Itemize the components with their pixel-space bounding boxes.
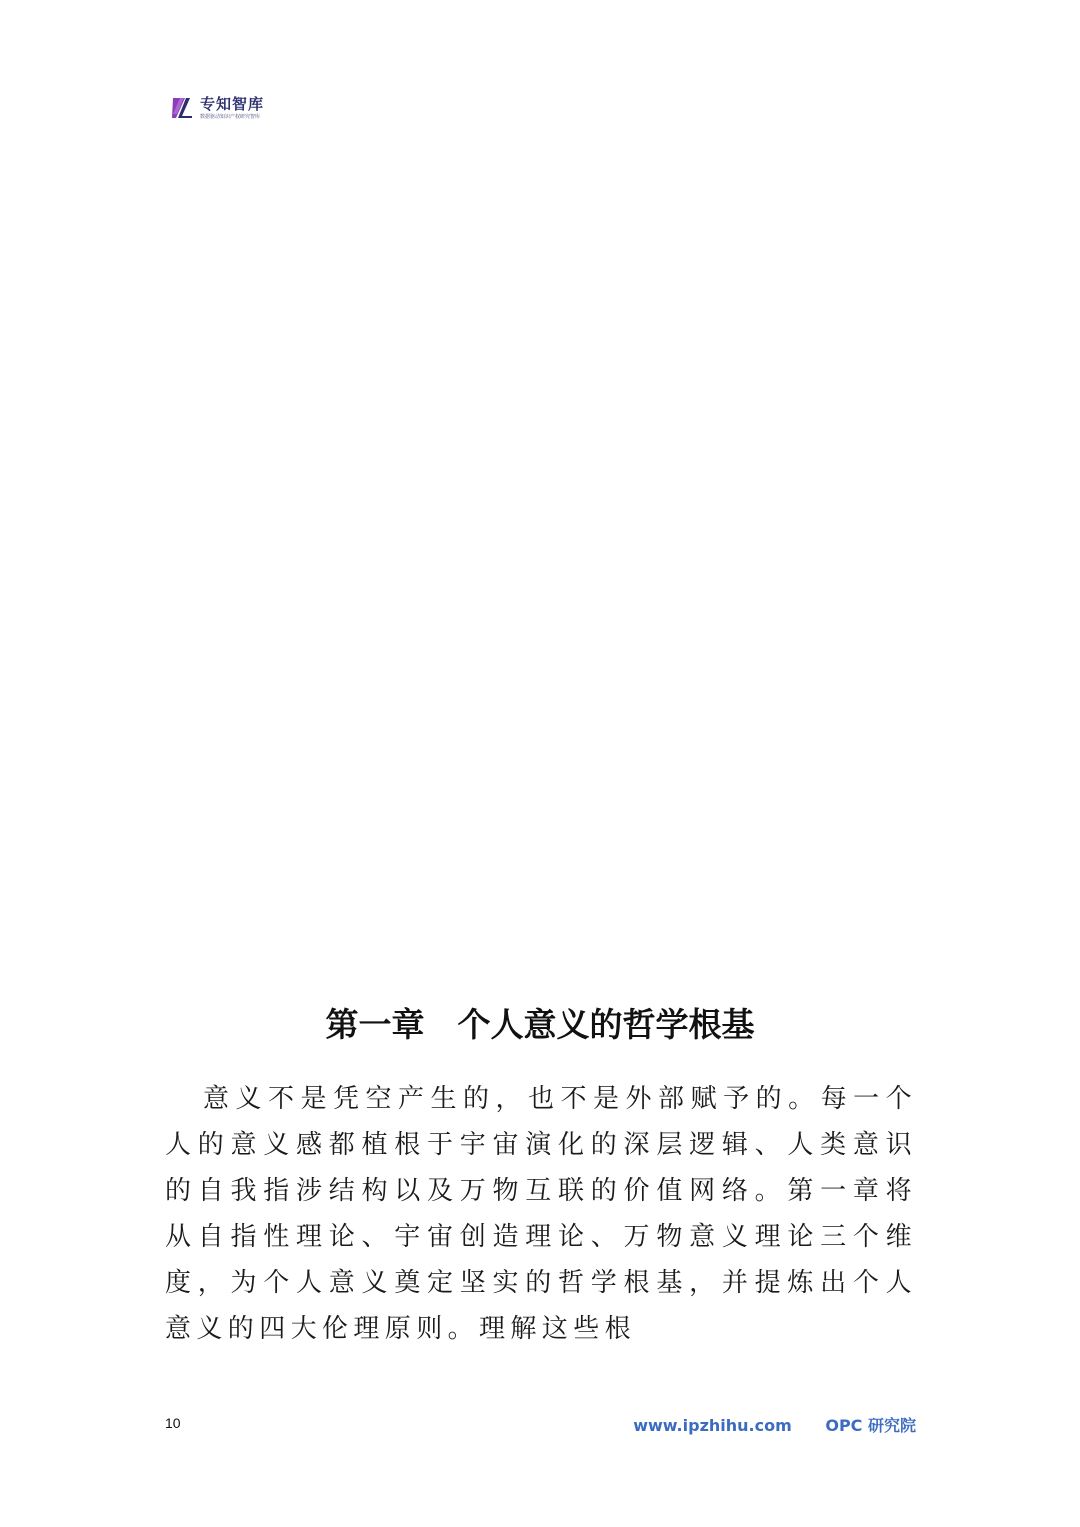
footer-credits [633,1413,916,1436]
zl-logo-icon [172,96,196,120]
logo-name: 专知智库 [200,95,265,113]
logo-tagline: 数据驱动知识产权研究智库 [200,114,261,120]
header-logo [172,96,264,126]
logo-text [200,96,264,121]
footer-url: www.ipzhihu.com [633,1416,792,1435]
footer-org: OPC 研究院 [825,1416,916,1435]
body-paragraph: 意义不是凭空产生的，也不是外部赋予的。每一个人的意义感都植根于宇宙演化的深层逻辑、人类意识的自我指涉结构以及万物互联的价值网络。第一章将从自指性理论、宇宙创造理论、万物意义理论三个维度，为个人意义奠定坚实的哲学根基，并提炼出个人意义的四大伦理原则。理解这些根 [165,1084,917,1344]
page-number: 10 [165,1415,181,1431]
chapter-title: 第一章 个人意义的哲学根基 [325,1005,755,1044]
